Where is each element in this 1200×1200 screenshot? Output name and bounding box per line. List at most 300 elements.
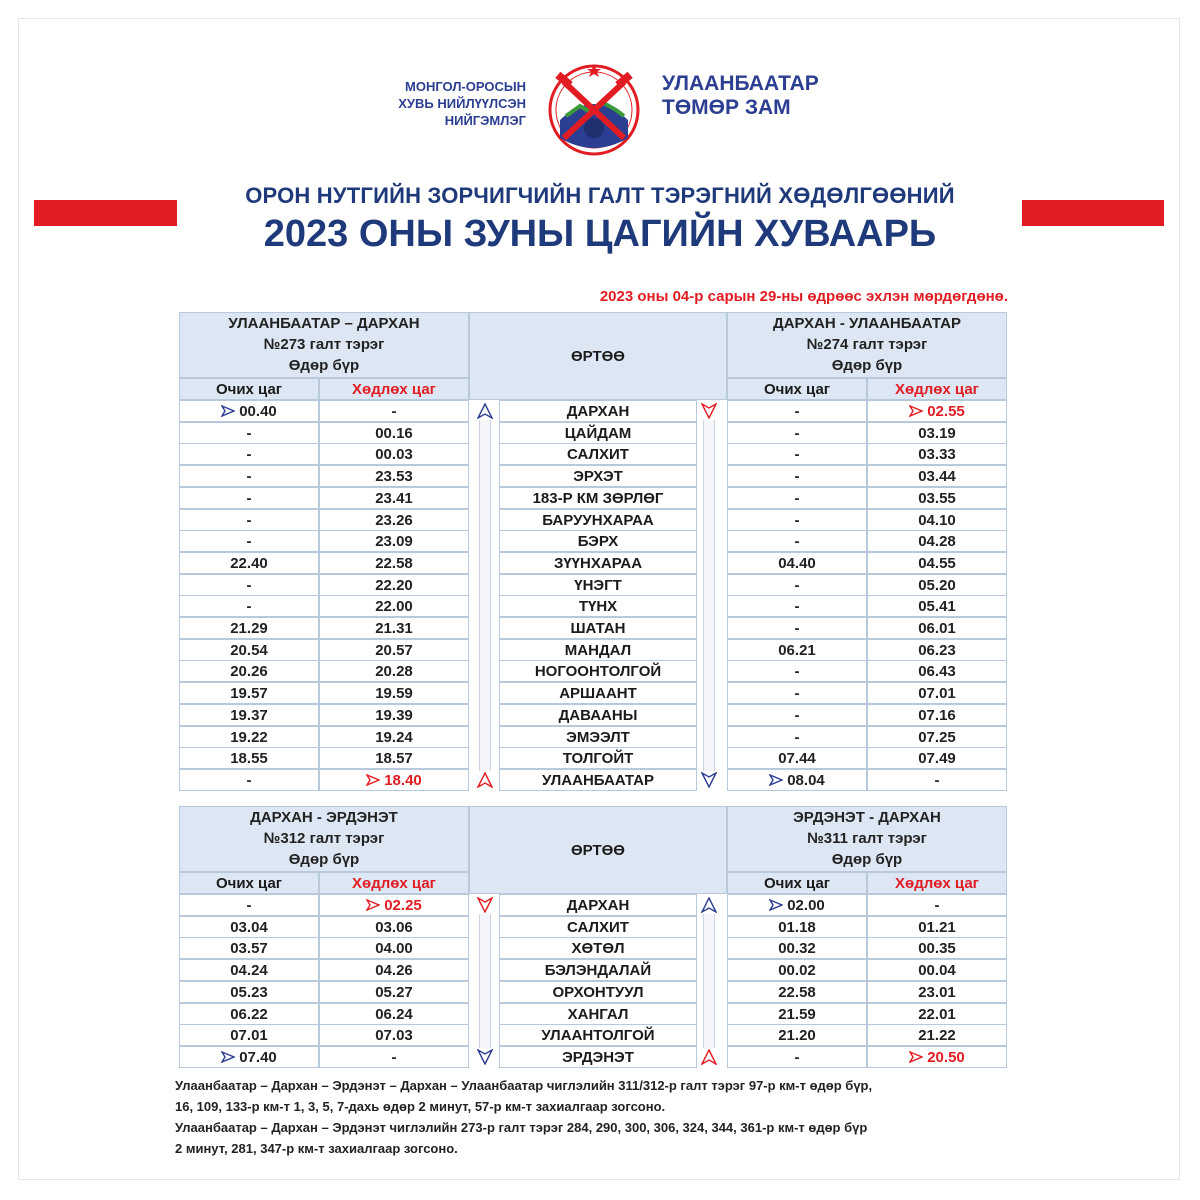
time-value: 07.01 [918, 685, 956, 703]
arrive-left-cell [179, 1003, 319, 1025]
time-value: 21.29 [230, 620, 268, 637]
depart-left-cell [319, 530, 469, 552]
org-name-left [330, 78, 526, 129]
org-right-line: УЛААНБААТАР [662, 72, 819, 95]
time-value: - [246, 533, 252, 551]
depart-left-cell [319, 617, 469, 639]
arrive-left-cell [179, 574, 319, 596]
col-depart-right: Хөдлөх цаг [867, 378, 1007, 400]
depart-right-cell [867, 487, 1007, 509]
table-row [179, 400, 1007, 422]
arrive-left-cell [179, 959, 319, 981]
time-value: 01.21 [918, 918, 956, 936]
depart-left-cell [319, 959, 469, 981]
arrive-left-cell [179, 422, 319, 444]
time-value: - [934, 897, 940, 914]
train-title-line: Өдөр бүр [288, 357, 360, 374]
depart-right-cell [867, 574, 1007, 596]
direction-flag-icon [366, 774, 380, 786]
arrive-right-cell [727, 552, 867, 574]
arrive-right-cell [727, 487, 867, 509]
time-value: - [794, 620, 800, 637]
time-value: 18.57 [375, 750, 413, 768]
table-row [179, 769, 1007, 791]
station-name-cell: ХАНГАЛ [499, 1003, 697, 1025]
time-value: 06.22 [230, 1005, 268, 1023]
depart-right-cell [867, 422, 1007, 444]
time-value: 19.24 [375, 728, 413, 746]
arrive-right-cell [727, 1046, 867, 1068]
time-value: - [246, 771, 252, 789]
col-depart-right: Хөдлөх цаг [867, 872, 1007, 894]
arrive-left-cell [179, 937, 319, 959]
time-value: 04.10 [918, 511, 956, 529]
arrive-right-cell [727, 726, 867, 748]
table-row [179, 552, 1007, 574]
table-row [179, 916, 1007, 938]
depart-left-cell [319, 1024, 469, 1046]
arrive-right-cell [727, 639, 867, 661]
arrive-right-cell [727, 617, 867, 639]
time-value: 04.55 [918, 554, 956, 572]
train-title-right [727, 313, 1007, 376]
station-name-cell: АРШААНТ [499, 682, 697, 704]
station-name-cell: БЭЛЭНДАЛАЙ [499, 959, 697, 981]
org-right-line: ТӨМӨР ЗАМ [662, 96, 791, 119]
train-title-line: №273 галт тэрэг [263, 336, 385, 353]
direction-flag-icon [769, 899, 783, 911]
footnote-line: Улаанбаатар – Дархан – Эрдэнэт – Дархан – Улаанбаатар чиглэлийн 311/312-р галт тэрэг 97-р км-т өдөр бүр, [175, 1078, 873, 1093]
time-value: - [246, 489, 252, 507]
col-depart-left: Хөдлөх цаг [319, 378, 469, 400]
time-value: - [794, 511, 800, 529]
arrive-right-cell [727, 916, 867, 938]
arrive-left-cell [179, 981, 319, 1003]
time-value: 00.02 [778, 962, 816, 980]
depart-left-cell [319, 747, 469, 769]
time-value: - [794, 728, 800, 746]
station-name-cell: ЦАЙДАМ [499, 422, 697, 444]
time-value: 02.00 [787, 897, 825, 914]
arrive-right-cell [727, 443, 867, 465]
arrive-left-cell [179, 769, 319, 791]
station-name-cell: БЭРХ [499, 530, 697, 552]
station-column-header: ӨРТӨӨ [469, 312, 727, 400]
train-title-line: Өдөр бүр [831, 357, 903, 374]
time-value: - [794, 533, 800, 551]
depart-right-cell [867, 916, 1007, 938]
direction-flag-icon [909, 1051, 923, 1063]
time-value: 22.58 [778, 983, 816, 1001]
depart-left-cell [319, 894, 469, 916]
time-value: 05.23 [230, 983, 268, 1001]
station-name-cell: УЛААНТОЛГОЙ [499, 1024, 697, 1046]
depart-left-cell [319, 574, 469, 596]
time-value: 00.03 [375, 446, 413, 464]
depart-left-cell [319, 1003, 469, 1025]
arrive-left-cell [179, 400, 319, 422]
depart-left-cell [319, 1046, 469, 1068]
time-value: 07.16 [918, 706, 956, 724]
time-value: 05.41 [918, 598, 956, 616]
station-name-cell: ДАРХАН [499, 400, 697, 422]
arrive-right-cell [727, 981, 867, 1003]
effective-date-note: 2023 оны 04-р сарын 29-ны өдрөөс эхлэн мөрдөгдөнө. [599, 288, 1008, 305]
time-value: - [246, 424, 252, 442]
table-row [179, 639, 1007, 661]
station-name-cell: ҮНЭГТ [499, 574, 697, 596]
arrive-left-cell [179, 639, 319, 661]
station-name-cell: ЭМЭЭЛТ [499, 726, 697, 748]
time-value: - [246, 468, 252, 486]
time-value: 20.28 [375, 663, 413, 681]
time-value: 08.04 [787, 771, 825, 789]
depart-left-cell [319, 422, 469, 444]
time-value: 21.59 [778, 1005, 816, 1023]
arrive-right-cell [727, 747, 867, 769]
arrive-left-cell [179, 595, 319, 617]
table-row [179, 981, 1007, 1003]
station-name-cell: САЛХИТ [499, 916, 697, 938]
page-title-line1: ОРОН НУТГИЙН ЗОРЧИГЧИЙН ГАЛТ ТЭРЭГНИЙ ХӨДӨЛГӨӨНИЙ [245, 183, 955, 208]
time-value: 07.03 [375, 1027, 413, 1045]
railway-emblem-logo [540, 58, 648, 158]
station-name-cell: МАНДАЛ [499, 639, 697, 661]
table-row [179, 465, 1007, 487]
footnote-line: Улаанбаатар – Дархан – Эрдэнэт чиглэлийн 273-р галт тэрэг 284, 290, 300, 306, 324, 344, 361-р км-т өдөр бүр [175, 1120, 868, 1135]
table-row [179, 704, 1007, 726]
arrive-left-cell [179, 726, 319, 748]
time-value: 03.57 [230, 940, 268, 958]
station-name-cell: ЗҮҮНХАРАА [499, 552, 697, 574]
time-value: 20.50 [927, 1048, 965, 1066]
time-value: 04.28 [918, 533, 956, 551]
time-value: 19.57 [230, 685, 268, 703]
station-name-cell: БАРУУНХАРАА [499, 509, 697, 531]
table-row [179, 1024, 1007, 1046]
table-row [179, 443, 1007, 465]
depart-left-cell [319, 916, 469, 938]
time-value: 22.01 [918, 1005, 956, 1023]
table-row [179, 682, 1007, 704]
arrive-left-cell [179, 660, 319, 682]
train-title-line: Өдөр бүр [288, 851, 360, 868]
col-depart-left: Хөдлөх цаг [319, 872, 469, 894]
time-value: - [246, 576, 252, 594]
depart-right-cell [867, 465, 1007, 487]
time-value: 22.00 [375, 598, 413, 616]
time-value: 23.41 [375, 489, 413, 507]
time-value: - [794, 685, 800, 703]
arrive-left-cell [179, 509, 319, 531]
time-value: - [246, 511, 252, 529]
arrive-right-cell [727, 704, 867, 726]
depart-right-cell [867, 443, 1007, 465]
time-value: 21.22 [918, 1027, 956, 1045]
time-value: 23.26 [375, 511, 413, 529]
time-value: - [391, 403, 397, 420]
time-value: 04.40 [778, 554, 816, 572]
time-value: 23.09 [375, 533, 413, 551]
time-value: 18.55 [230, 750, 268, 768]
time-value: 06.21 [778, 641, 816, 659]
time-value: 00.04 [918, 962, 956, 980]
time-value: 19.59 [375, 685, 413, 703]
depart-right-cell [867, 981, 1007, 1003]
depart-left-cell [319, 937, 469, 959]
time-value: 07.49 [918, 750, 956, 768]
train-title-line: №312 галт тэрэг [263, 830, 385, 847]
table-row [179, 894, 1007, 916]
time-value: 07.44 [778, 750, 816, 768]
time-value: 19.39 [375, 706, 413, 724]
time-value: 20.54 [230, 641, 268, 659]
time-value: 04.00 [375, 940, 413, 958]
table-row [179, 509, 1007, 531]
arrive-left-cell [179, 747, 319, 769]
depart-right-cell [867, 704, 1007, 726]
direction-flag-icon [769, 774, 783, 786]
time-value: 20.26 [230, 663, 268, 681]
depart-right-cell [867, 769, 1007, 791]
time-value: 07.01 [230, 1027, 268, 1045]
arrive-right-cell [727, 422, 867, 444]
time-value: 03.44 [918, 468, 956, 486]
arrive-left-cell [179, 682, 319, 704]
train-title-right [727, 807, 1007, 870]
train-title-left [179, 313, 469, 376]
org-name-right [662, 72, 819, 120]
page-title-line2: 2023 ОНЫ ЗУНЫ ЦАГИЙН ХУВААРЬ [263, 213, 937, 255]
time-value: 02.55 [927, 403, 965, 420]
arrive-left-cell [179, 443, 319, 465]
footnote [175, 1075, 1055, 1159]
train-title-line: ДАРХАН - УЛААНБААТАР [773, 315, 961, 332]
arrive-right-cell [727, 574, 867, 596]
table-row [179, 660, 1007, 682]
time-value: - [391, 1048, 397, 1066]
time-value: - [794, 468, 800, 486]
depart-left-cell [319, 704, 469, 726]
depart-right-cell [867, 726, 1007, 748]
time-value: 01.18 [778, 918, 816, 936]
depart-right-cell [867, 660, 1007, 682]
depart-left-cell [319, 400, 469, 422]
arrive-right-cell [727, 959, 867, 981]
time-value: 22.40 [230, 554, 268, 572]
depart-left-cell [319, 595, 469, 617]
col-arrive-left: Очих цаг [179, 378, 319, 400]
time-value: 19.37 [230, 706, 268, 724]
arrive-right-cell [727, 1024, 867, 1046]
table-row [179, 595, 1007, 617]
arrive-right-cell [727, 530, 867, 552]
time-value: 00.16 [375, 424, 413, 442]
depart-left-cell [319, 981, 469, 1003]
train-title-line: УЛААНБААТАР – ДАРХАН [228, 315, 420, 332]
arrive-left-cell [179, 465, 319, 487]
depart-right-cell [867, 617, 1007, 639]
time-value: 22.58 [375, 554, 413, 572]
table-row [179, 530, 1007, 552]
table-row [179, 1003, 1007, 1025]
station-column-header: ӨРТӨӨ [469, 806, 727, 894]
time-value: 22.20 [375, 576, 413, 594]
table-row [179, 726, 1007, 748]
footnote-line: 16, 109, 133-р км-т 1, 3, 5, 7-дахь өдөр 2 минут, 57-р км-т захиалгаар зогсоно. [175, 1099, 666, 1114]
time-value: - [794, 1048, 800, 1066]
time-value: - [794, 489, 800, 507]
depart-right-cell [867, 530, 1007, 552]
time-value: - [934, 771, 940, 789]
arrive-left-cell [179, 552, 319, 574]
train-title-left [179, 807, 469, 870]
table-row [179, 937, 1007, 959]
arrive-left-cell [179, 530, 319, 552]
depart-right-cell [867, 1003, 1007, 1025]
time-value: 05.20 [918, 576, 956, 594]
time-value: 07.40 [239, 1048, 277, 1066]
table-row [179, 422, 1007, 444]
arrive-left-cell [179, 894, 319, 916]
time-value: 03.55 [918, 489, 956, 507]
time-value: 03.19 [918, 424, 956, 442]
depart-right-cell [867, 894, 1007, 916]
direction-flag-icon [366, 899, 380, 911]
arrive-right-cell [727, 1003, 867, 1025]
footnote-line: 2 минут, 281, 347-р км-т захиалгаар зогсоно. [175, 1141, 458, 1156]
org-left-line: ХУВЬ НИЙЛҮҮЛСЭН [398, 96, 526, 111]
time-value: 06.24 [375, 1005, 413, 1023]
org-left-line: МОНГОЛ-ОРОСЫН [405, 79, 526, 94]
time-value: - [794, 446, 800, 464]
station-name-cell: ОРХОНТУУЛ [499, 981, 697, 1003]
time-value: 23.53 [375, 468, 413, 486]
station-name-cell: ШАТАН [499, 617, 697, 639]
arrive-right-cell [727, 894, 867, 916]
depart-right-cell [867, 937, 1007, 959]
station-name-cell: НОГООНТОЛГОЙ [499, 660, 697, 682]
arrive-right-cell [727, 595, 867, 617]
arrive-right-cell [727, 400, 867, 422]
station-name-cell: 183-Р КМ ЗӨРЛӨГ [499, 487, 697, 509]
depart-left-cell [319, 682, 469, 704]
col-arrive-right: Очих цаг [727, 872, 867, 894]
arrive-left-cell [179, 1024, 319, 1046]
depart-left-cell [319, 726, 469, 748]
time-value: 02.25 [384, 897, 422, 914]
arrive-right-cell [727, 509, 867, 531]
depart-left-cell [319, 552, 469, 574]
time-value: - [794, 663, 800, 681]
time-value: 06.01 [918, 620, 956, 637]
depart-right-cell [867, 400, 1007, 422]
train-title-line: ДАРХАН - ЭРДЭНЭТ [250, 809, 398, 826]
time-value: 03.33 [918, 446, 956, 464]
direction-flag-icon [909, 405, 923, 417]
depart-left-cell [319, 769, 469, 791]
table-row [179, 959, 1007, 981]
arrive-left-cell [179, 487, 319, 509]
depart-left-cell [319, 443, 469, 465]
table-row [179, 617, 1007, 639]
time-value: - [794, 706, 800, 724]
depart-right-cell [867, 747, 1007, 769]
time-value: 18.40 [384, 771, 422, 789]
table-row [179, 1046, 1007, 1068]
time-value: - [246, 446, 252, 464]
station-name-cell: ТҮНХ [499, 595, 697, 617]
depart-right-cell [867, 1024, 1007, 1046]
station-name-cell: САЛХИТ [499, 443, 697, 465]
time-value: 03.04 [230, 918, 268, 936]
time-value: 06.43 [918, 663, 956, 681]
direction-flag-icon [221, 405, 235, 417]
depart-right-cell [867, 509, 1007, 531]
station-name-cell: ДАРХАН [499, 894, 697, 916]
train-title-line: ЭРДЭНЭТ - ДАРХАН [793, 809, 941, 826]
depart-right-cell [867, 682, 1007, 704]
depart-right-cell [867, 552, 1007, 574]
train-title-line: Өдөр бүр [831, 851, 903, 868]
station-name-cell: ЭРХЭТ [499, 465, 697, 487]
time-value: - [794, 598, 800, 616]
time-value: 03.06 [375, 918, 413, 936]
depart-left-cell [319, 639, 469, 661]
arrive-right-cell [727, 769, 867, 791]
direction-flag-icon [221, 1051, 235, 1063]
depart-left-cell [319, 509, 469, 531]
station-name-cell: ТОЛГОЙТ [499, 747, 697, 769]
time-value: - [794, 403, 800, 420]
col-arrive-left: Очих цаг [179, 872, 319, 894]
time-value: 23.01 [918, 983, 956, 1001]
station-name-cell: ДАВААНЫ [499, 704, 697, 726]
time-value: - [794, 424, 800, 442]
time-value: 21.31 [375, 620, 413, 637]
depart-right-cell [867, 1046, 1007, 1068]
time-value: 07.25 [918, 728, 956, 746]
depart-left-cell [319, 465, 469, 487]
depart-right-cell [867, 595, 1007, 617]
time-value: 04.24 [230, 962, 268, 980]
arrive-right-cell [727, 937, 867, 959]
time-value: - [246, 598, 252, 616]
arrive-left-cell [179, 617, 319, 639]
arrive-left-cell [179, 916, 319, 938]
table-row [179, 747, 1007, 769]
time-value: 00.32 [778, 940, 816, 958]
time-value: 05.27 [375, 983, 413, 1001]
arrive-right-cell [727, 465, 867, 487]
arrive-right-cell [727, 660, 867, 682]
time-value: - [246, 897, 252, 914]
train-title-line: №311 галт тэрэг [807, 830, 927, 847]
time-value: 20.57 [375, 641, 413, 659]
depart-left-cell [319, 487, 469, 509]
depart-right-cell [867, 639, 1007, 661]
time-value: 04.26 [375, 962, 413, 980]
col-arrive-right: Очих цаг [727, 378, 867, 400]
arrive-left-cell [179, 704, 319, 726]
depart-left-cell [319, 660, 469, 682]
time-value: 00.40 [239, 403, 277, 420]
depart-right-cell [867, 959, 1007, 981]
time-value: 00.35 [918, 940, 956, 958]
station-name-cell: ЭРДЭНЭТ [499, 1046, 697, 1068]
time-value: 19.22 [230, 728, 268, 746]
train-title-line: №274 галт тэрэг [806, 336, 928, 353]
